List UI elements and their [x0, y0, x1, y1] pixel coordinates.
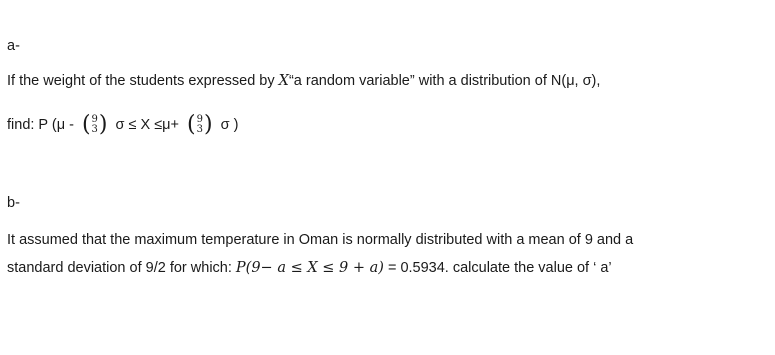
find-prefix: find: P (μ - [7, 116, 78, 133]
question-suffix: “a random variable” with a distribution of N(μ, σ), [288, 73, 601, 89]
frac-top: 9 [196, 114, 203, 125]
line2-math: P(9− a ≤ X ≤ 9 + a) [235, 260, 384, 276]
binomial-left: ( 9 3 ) [81, 112, 108, 137]
frac-bottom: 3 [91, 124, 98, 135]
binomial-right: ( 9 3 ) [187, 112, 213, 137]
part-a-label: a- [7, 38, 20, 54]
frac-bottom: 3 [196, 124, 203, 135]
line2-suffix: = 0.5934. calculate the value of ‘ a’ [383, 260, 612, 276]
part-b-line-1: It assumed that the maximum temperature in Oman is normally distributed with a mean of 9 and a [7, 232, 634, 248]
find-middle: σ ≤ X ≤μ+ [111, 116, 184, 133]
part-b-line-2 [7, 260, 612, 276]
part-a-find-expression [7, 114, 238, 136]
part-a-question [7, 73, 600, 89]
frac-top: 9 [91, 114, 98, 125]
part-b-label: b- [7, 195, 20, 211]
question-prefix: If the weight of the students expressed by [7, 73, 279, 89]
line2-prefix: standard deviation of 9/2 for which: [7, 260, 236, 276]
question-variable: X [278, 73, 289, 89]
find-suffix: σ ) [216, 116, 239, 133]
